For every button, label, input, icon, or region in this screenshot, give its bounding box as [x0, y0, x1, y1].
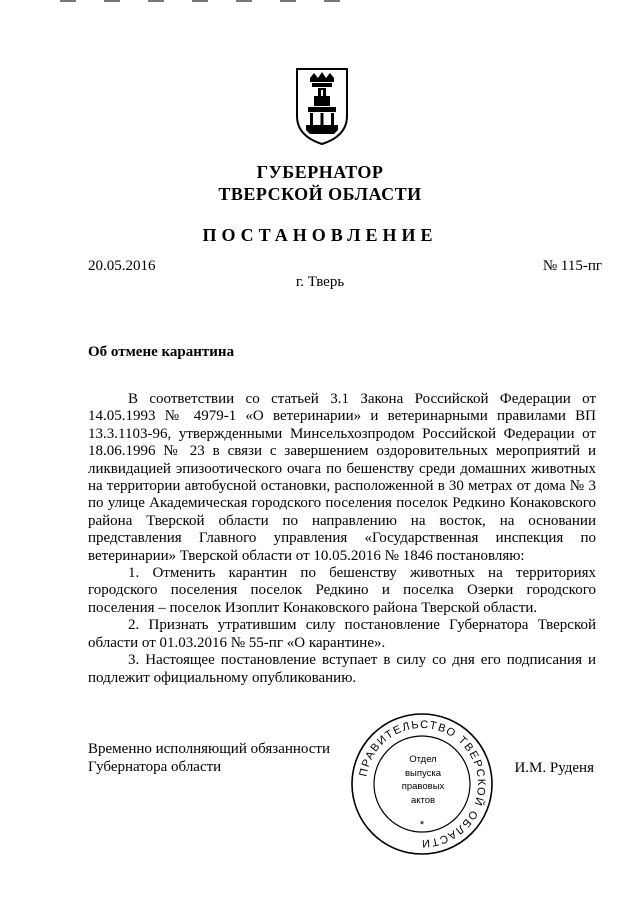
organization-name-line2: ТВЕРСКОЙ ОБЛАСТИ [218, 184, 422, 204]
signatory-name: И.М. Руденя [514, 760, 594, 776]
organization-name-line1: ГУБЕРНАТОР [256, 162, 384, 182]
stamp-line3: правовых [401, 781, 445, 792]
document-body [88, 391, 596, 687]
stamp-line1: Отдел [409, 754, 437, 765]
document-date: 20.05.2016 [88, 258, 156, 274]
scan-marks [60, 0, 390, 6]
body-paragraph: 3. Настоящее постановление вступает в силу со дня его подписания и подлежит официальному опубликованию. [88, 652, 596, 686]
document-city: г. Тверь [295, 274, 345, 290]
stamp-line2: выпуска [404, 767, 442, 779]
document-subject: Об отмене карантина [88, 344, 235, 360]
stamp-line4: актов [410, 794, 436, 806]
stamp-star: * [419, 819, 425, 831]
stamp-inner-text [395, 753, 451, 807]
signatory-title-line2: Губернатора области [88, 759, 222, 775]
tver-coat-of-arms-icon [294, 66, 350, 146]
body-paragraph: В соответствии со статьей 3.1 Закона Российской Федерации от 14.05.1993 № 4979-1 «О ветеринарии» и ветеринарными правилами ВП 13.3.1103-96, утвержденными Минсельхозпродом Российской Федерации от 18.06.1996 № 23 в связи с завершением оздоровительных мероприятий и ликвидацией эпизоотического очага по бешенству среди домашних животных на территории автобусной остановки, расположенной в 30 метрах от дома № 3 по улице Академическая городского поселения поселок Редкино Конаковского района Тверской области по направлению на восток, на основании представления Главного управления «Государственная инспекция по ветеринарии» Тверской области от 10.05.2016 № 1846 постановляю: [88, 391, 596, 564]
document-type: ПОСТАНОВЛЕНИЕ [202, 225, 438, 245]
signatory-title [88, 740, 330, 776]
document-number: № 115-пг [542, 258, 602, 274]
body-paragraph: 1. Отменить карантин по бешенству животных на территориях городского поселения поселок Редкино и поселка Озерки городского поселения – поселок Изоплит Конаковского района Тверской области. [88, 565, 596, 616]
signatory-title-line1: Временно исполняющий обязанности [88, 741, 331, 757]
body-paragraph: 2. Признать утратившим силу постановление Губернатора Тверской области от 01.03.2016 № 55-пг «О карантине». [88, 617, 596, 651]
stamp-ring-text: ПРАВИТЕЛЬСТВО ТВЕРСКОЙ ОБЛАСТИ [357, 718, 488, 850]
